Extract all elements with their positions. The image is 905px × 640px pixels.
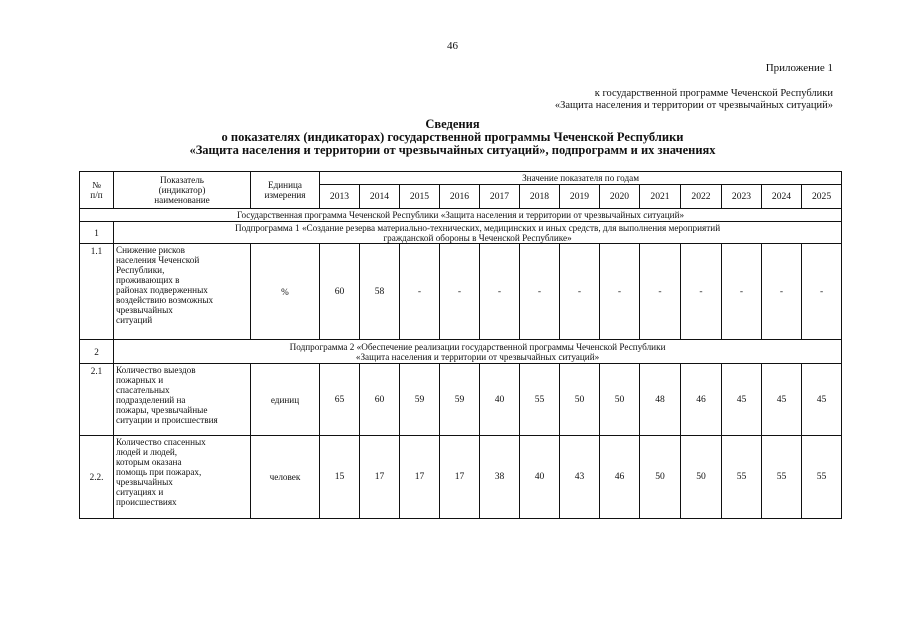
value-cell: 45 (722, 364, 762, 436)
value-cell: 50 (640, 436, 681, 519)
value-cell: 58 (360, 244, 400, 340)
header-num-line-2: п/п (90, 190, 103, 200)
row-num: 1.1 (80, 244, 114, 340)
header-values-by-year: Значение показателя по годам (320, 172, 842, 185)
value-cell: 17 (440, 436, 480, 519)
value-cell: 45 (762, 364, 802, 436)
table-row-1-1 (80, 244, 842, 340)
value-cell: 60 (360, 364, 400, 436)
value-cell: 55 (722, 436, 762, 519)
document-heading (0, 118, 905, 157)
value-cell: - (600, 244, 640, 340)
value-cell: 50 (560, 364, 600, 436)
indicator-name-line: подразделений на (116, 395, 186, 405)
indicator-name-line: ситуациях и (116, 487, 164, 497)
value-cell: - (640, 244, 681, 340)
value-cell: 17 (400, 436, 440, 519)
appendix-line-1: к государственной программе Чеченской Республики (594, 88, 833, 99)
header-num-line-1: № (92, 180, 101, 190)
year-header: 2017 (480, 185, 520, 209)
header-indicator-line-1: Показатель (160, 175, 204, 185)
unit-cell: единиц (251, 364, 320, 436)
indicator-name-line: спасательных (116, 385, 170, 395)
value-cell: 40 (520, 436, 560, 519)
value-cell: 43 (560, 436, 600, 519)
value-cell: 55 (802, 436, 842, 519)
indicator-name-line: пожары, чрезвычайные (116, 405, 208, 415)
header-indicator (114, 172, 251, 209)
indicator-name-line: ситуации и происшествия (116, 415, 218, 425)
year-header: 2020 (600, 185, 640, 209)
subprogram-2-title (114, 340, 842, 364)
subprogram-2-row (80, 340, 842, 364)
subprogram-2-line-2: «Защита населения и территории от чрезвычайных ситуаций» (355, 351, 600, 362)
value-cell: - (400, 244, 440, 340)
indicator-name (114, 436, 251, 519)
year-header: 2023 (722, 185, 762, 209)
subprogram-2-line-1: Подпрограмма 2 «Обеспечение реализации государственной программы Чеченской Республики (289, 341, 666, 352)
program-title: Государственная программа Чеченской Республики «Защита населения и территории от чрезвычайных ситуаций» (80, 209, 842, 222)
indicator-name-line: происшествиях (116, 497, 177, 507)
subprogram-1-num: 1 (80, 222, 114, 244)
heading-line-3: «Защита населения и территории от чрезвычайных ситуаций», подпрограмм и их значениях (189, 143, 716, 157)
page-number: 46 (447, 40, 458, 52)
value-cell: 15 (320, 436, 360, 519)
indicator-name-line: населения Чеченской (116, 255, 200, 265)
year-header: 2021 (640, 185, 681, 209)
indicator-name-line: Снижение рисков (116, 245, 185, 255)
year-header: 2014 (360, 185, 400, 209)
row-num: 2.2. (80, 436, 114, 519)
subprogram-1-title (114, 222, 842, 244)
value-cell: 55 (762, 436, 802, 519)
value-cell: 48 (640, 364, 681, 436)
header-indicator-line-2: (индикатор) (158, 185, 206, 195)
value-cell: - (681, 244, 722, 340)
value-cell: 38 (480, 436, 520, 519)
value-cell: - (480, 244, 520, 340)
value-cell: 59 (400, 364, 440, 436)
appendix-note (555, 62, 833, 112)
year-header: 2025 (802, 185, 842, 209)
year-header: 2024 (762, 185, 802, 209)
value-cell: - (520, 244, 560, 340)
value-cell: - (802, 244, 842, 340)
table-row-2-2 (80, 436, 842, 519)
value-cell: 46 (681, 364, 722, 436)
indicator-name-line: ситуаций (116, 315, 153, 325)
header-unit-line-2: измерения (264, 190, 306, 200)
value-cell: 17 (360, 436, 400, 519)
value-cell: 46 (600, 436, 640, 519)
header-row-1 (80, 172, 842, 185)
subprogram-1-row (80, 222, 842, 244)
subprogram-2-num: 2 (80, 340, 114, 364)
subprogram-1-line-1: Подпрограмма 1 «Создание резерва материально-технических, медицинских и иных средств, для выполнения мероприятий (234, 222, 721, 233)
value-cell: - (722, 244, 762, 340)
value-cell: 55 (520, 364, 560, 436)
heading-line-1: Сведения (425, 117, 480, 131)
header-unit-line-1: Единица (267, 180, 303, 190)
program-row (80, 209, 842, 222)
value-cell: 45 (802, 364, 842, 436)
value-cell: 65 (320, 364, 360, 436)
indicator-name-line: пожарных и (116, 375, 164, 385)
value-cell: 59 (440, 364, 480, 436)
year-header: 2018 (520, 185, 560, 209)
year-header: 2016 (440, 185, 480, 209)
indicator-name-line: которым оказана (116, 457, 182, 467)
appendix-line-2: «Защита населения и территории от чрезвычайных ситуаций» (554, 100, 833, 111)
year-header: 2015 (400, 185, 440, 209)
year-header: 2019 (560, 185, 600, 209)
indicator-name (114, 364, 251, 436)
year-header: 2022 (681, 185, 722, 209)
indicator-name-line: чрезвычайных (116, 477, 173, 487)
header-num (80, 172, 114, 209)
value-cell: 50 (681, 436, 722, 519)
unit-cell: % (251, 244, 320, 340)
indicator-name-line: помощь при пожарах, (116, 467, 202, 477)
indicator-name-line: районах подверженных (116, 285, 208, 295)
subprogram-1-line-2: гражданской обороны в Чеченской Республике» (383, 232, 572, 243)
value-cell: - (762, 244, 802, 340)
value-cell: - (440, 244, 480, 340)
indicator-name-line: Количество выездов (116, 365, 196, 375)
unit-cell: человек (251, 436, 320, 519)
indicator-name-line: людей и людей, (116, 447, 178, 457)
value-cell: 60 (320, 244, 360, 340)
indicators-table (79, 171, 842, 519)
year-header: 2013 (320, 185, 360, 209)
heading-line-2: о показателях (индикаторах) государственной программы Чеченской Республики (221, 130, 684, 144)
value-cell: - (560, 244, 600, 340)
indicator-name-line: Республики, (116, 265, 165, 275)
table-row-2-1 (80, 364, 842, 436)
value-cell: 50 (600, 364, 640, 436)
indicator-name-line: Количество спасенных (116, 437, 206, 447)
appendix-title: Приложение 1 (765, 62, 833, 74)
header-unit (251, 172, 320, 209)
indicator-name-line: воздействию возможных (116, 295, 214, 305)
indicator-name-line: чрезвычайных (116, 305, 173, 315)
indicator-name-line: проживающих в (116, 275, 180, 285)
indicator-name (114, 244, 251, 340)
value-cell: 40 (480, 364, 520, 436)
row-num: 2.1 (80, 364, 114, 436)
header-indicator-line-3: наименование (154, 195, 210, 205)
